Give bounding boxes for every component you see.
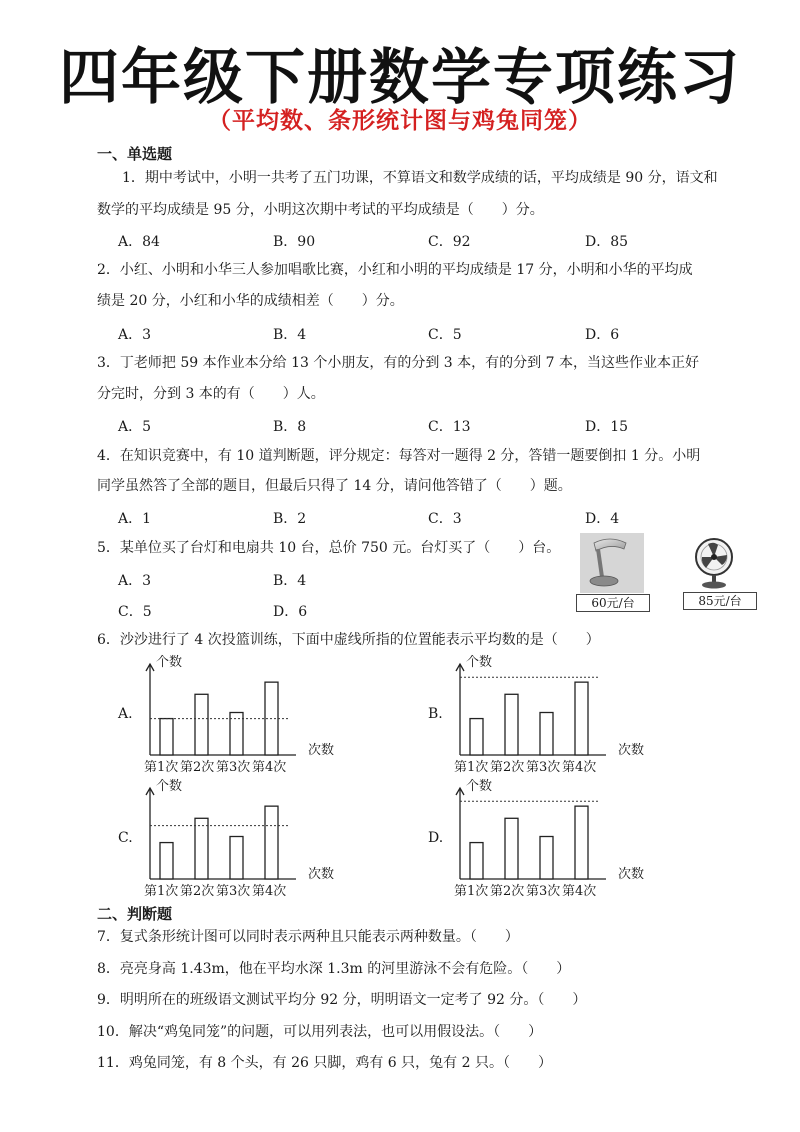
judge-item-10: 10．解决“鸡兔同笼”的问题，可以用列表法，也可以用假设法。（ ） (97, 1024, 543, 1040)
category-label-3: 第3次 (526, 884, 561, 898)
bar-1 (160, 843, 173, 879)
category-label-4: 第4次 (252, 884, 287, 898)
q6-option-a-label[interactable]: A. (118, 706, 133, 722)
bar-1 (470, 843, 483, 879)
judge-item-8: 8．亮亮身高 1.43m，他在平均水深 1.3m 的河里游泳不会有危险。（ ） (97, 961, 571, 977)
bar-2 (195, 694, 208, 755)
bar-chart-option-a (140, 652, 350, 774)
bar-chart-option-d (450, 776, 660, 898)
question-4-line-2: 同学虽然答了全部的题目，但最后只得了 14 分，请问他答错了（ ）题。 (97, 478, 572, 494)
q3-option-d[interactable]: D．15 (585, 419, 629, 435)
category-label-1: 第1次 (454, 884, 489, 898)
judge-item-7: 7．复式条形统计图可以同时表示两种且只能表示两种数量。（ ） (97, 929, 519, 945)
desk-lamp-icon (580, 533, 644, 593)
question-3-line-1: 3．丁老师把 59 本作业本分给 13 个小朋友，有的分到 3 本，有的分到 7 本，当这些作业本正好 (97, 355, 699, 371)
q6-option-d-label[interactable]: D. (428, 830, 444, 846)
bar-3 (540, 837, 553, 880)
question-5-line-1: 5．某单位买了台灯和电扇共 10 台，总价 750 元。台灯买了（ ）台。 (97, 540, 561, 556)
q2-option-a[interactable]: A．3 (118, 327, 152, 343)
category-label-2: 第2次 (180, 760, 215, 774)
page-title: 四年级下册数学专项练习 (59, 43, 741, 113)
x-axis-label: 次数 (308, 867, 335, 882)
bar-4 (575, 806, 588, 879)
y-axis-label: 个数 (466, 779, 493, 794)
q2-option-b[interactable]: B．4 (273, 327, 307, 343)
page-subtitle: （平均数、条形统计图与鸡兔同笼） (208, 108, 592, 134)
q5-option-b[interactable]: B．4 (273, 573, 307, 589)
category-label-4: 第4次 (562, 760, 597, 774)
q4-option-c[interactable]: C．3 (428, 511, 462, 527)
section-heading-single-choice: 一、单选题 (97, 145, 173, 163)
q5-option-d[interactable]: D．6 (273, 604, 308, 620)
y-axis-label: 个数 (466, 655, 493, 670)
bar-4 (265, 806, 278, 879)
category-label-3: 第3次 (216, 884, 251, 898)
q3-option-c[interactable]: C．13 (428, 419, 471, 435)
x-axis-label: 次数 (618, 867, 645, 882)
category-label-4: 第4次 (252, 760, 287, 774)
q2-option-d[interactable]: D．6 (585, 327, 620, 343)
judge-item-9: 9．明明所在的班级语文测试平均分 92 分，明明语文一定考了 92 分。（ ） (97, 992, 587, 1008)
electric-fan-icon (688, 535, 740, 589)
bar-3 (540, 713, 553, 756)
bar-chart-option-c (140, 776, 350, 898)
question-1-line-1: 1．期中考试中，小明一共考了五门功课，不算语文和数学成绩的话，平均成绩是 90 分，语文和 (122, 170, 718, 186)
q4-option-a[interactable]: A．1 (118, 511, 152, 527)
category-label-4: 第4次 (562, 884, 597, 898)
bar-3 (230, 837, 243, 880)
category-label-3: 第3次 (526, 760, 561, 774)
q5-option-c[interactable]: C．5 (118, 604, 152, 620)
y-axis-label: 个数 (156, 779, 183, 794)
fan-price-label: 85元/台 (683, 592, 757, 610)
question-4-line-1: 4．在知识竞赛中，有 10 道判断题，评分规定：每答对一题得 2 分，答错一题要倒扣 1 分。小明 (97, 448, 701, 464)
question-2-line-1: 2．小红、小明和小华三人参加唱歌比赛，小红和小明的平均成绩是 17 分，小明和小华的平均成 (97, 262, 693, 278)
bar-1 (470, 719, 483, 755)
q3-option-b[interactable]: B．8 (273, 419, 307, 435)
lamp-price-label: 60元/台 (576, 594, 650, 612)
bar-chart-option-b (450, 652, 660, 774)
x-axis-label: 次数 (618, 743, 645, 758)
q5-option-a[interactable]: A．3 (118, 573, 152, 589)
q1-option-c[interactable]: C．92 (428, 234, 471, 250)
question-1-line-2: 数学的平均成绩是 95 分，小明这次期中考试的平均成绩是（ ）分。 (97, 202, 544, 218)
bar-1 (160, 719, 173, 755)
category-label-1: 第1次 (144, 884, 179, 898)
q4-option-b[interactable]: B．2 (273, 511, 307, 527)
category-label-2: 第2次 (490, 884, 525, 898)
category-label-3: 第3次 (216, 760, 251, 774)
category-label-1: 第1次 (454, 760, 489, 774)
q2-option-c[interactable]: C．5 (428, 327, 462, 343)
q1-option-a[interactable]: A．84 (118, 234, 160, 250)
judge-item-11: 11．鸡兔同笼，有 8 个头，有 26 只脚，鸡有 6 只，兔有 2 只。（ ） (97, 1055, 552, 1071)
q6-option-b-label[interactable]: B. (428, 706, 443, 722)
bar-2 (505, 818, 518, 879)
bar-4 (575, 682, 588, 755)
category-label-2: 第2次 (180, 884, 215, 898)
q4-option-d[interactable]: D．4 (585, 511, 620, 527)
question-2-line-2: 绩是 20 分，小红和小华的成绩相差（ ）分。 (97, 293, 404, 309)
y-axis-label: 个数 (156, 655, 183, 670)
x-axis-label: 次数 (308, 743, 335, 758)
category-label-1: 第1次 (144, 760, 179, 774)
bar-2 (505, 694, 518, 755)
question-6-line-1: 6．沙沙进行了 4 次投篮训练，下面中虚线所指的位置能表示平均数的是（ ） (97, 632, 600, 648)
q6-option-c-label[interactable]: C. (118, 830, 133, 846)
section-heading-true-false: 二、判断题 (97, 905, 173, 923)
q1-option-d[interactable]: D．85 (585, 234, 629, 250)
category-label-2: 第2次 (490, 760, 525, 774)
bar-2 (195, 818, 208, 879)
question-3-line-2: 分完时，分到 3 本的有（ ）人。 (97, 386, 325, 402)
q3-option-a[interactable]: A．5 (118, 419, 152, 435)
q1-option-b[interactable]: B．90 (273, 234, 316, 250)
